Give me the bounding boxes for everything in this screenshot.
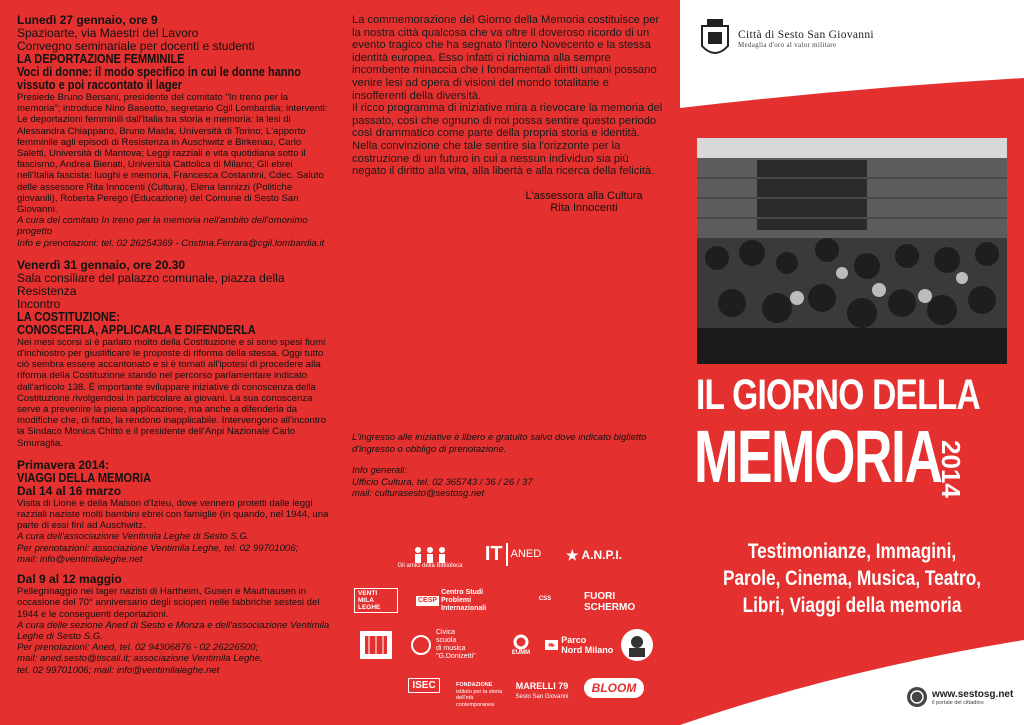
event-2-place: Sala consiliare del palazzo comunale, piazza della Resistenza: [17, 270, 285, 298]
city-name: Città di Sesto San Giovanni: [738, 29, 874, 41]
main-title-line-1: IL GIORNO DELLA: [696, 371, 980, 419]
year-label: 2014: [936, 440, 966, 498]
event-3-mail-2: mail: aned.sesto@tiscali.it; associazione Ventimila Leghe,: [17, 653, 263, 665]
bottom-white-shape: [680, 640, 1024, 725]
event-3-body-1: Visita di Lione e della Maison d'Izieu, dove vennero protetti dalle leggi razziali naziste molti bambini ebrei con famiglie (in quando, nel 1944, una parte di essi finì ad Auschwitz.: [17, 497, 329, 532]
event-3-mail-3: tel. 02 99701006; mail: info@ventimilaleghe.net: [17, 664, 220, 676]
globe-icon: [906, 686, 928, 708]
intro-column: [340, 0, 680, 725]
parco-l2: Nord Milano: [561, 645, 614, 655]
people-icon: [410, 545, 450, 563]
sesto-label: Sesto San Giovanni: [515, 694, 569, 700]
round-logo: [618, 626, 656, 664]
event-3-note-1: A cura dell'associazione Ventimila Leghe di Sesto S.G.: [17, 531, 250, 543]
anpi-label: A.N.P.I.: [581, 548, 623, 562]
css-label: CSS: [538, 596, 552, 602]
event-2: [17, 259, 332, 449]
cover-column: [680, 0, 1024, 725]
portrait-icon: [620, 628, 654, 662]
event-1-place: Spazioarte, via Maestri del Lavoro: [17, 26, 199, 40]
event-3-title: VIAGGI DELLA MEMORIA: [17, 470, 152, 485]
event-2-title-2: CONOSCERLA, APPLICARLA E DIFENDERLA: [17, 322, 256, 337]
website-text: [932, 689, 1013, 706]
info-line-1: L'ingresso alle iniziative è libero e gratuito salvo dove indicato biglietto: [352, 432, 647, 443]
website-url[interactable]: www.sestosg.net: [932, 688, 1014, 700]
biblioteca-label: Gli amici della Biblioteca: [397, 563, 463, 569]
css-logo: [520, 588, 570, 610]
circle-icon: [410, 634, 432, 656]
bloom-logo: [582, 676, 646, 700]
anpi-logo: [558, 544, 630, 566]
building-logo: [356, 628, 396, 662]
civica-l2: scuola: [436, 637, 457, 644]
ventimila-logo: [354, 586, 398, 614]
signature-role: L'assessora alla Cultura: [525, 189, 643, 202]
event-3-pren-2: Per prenotazioni: Aned, tel. 02 94306876 - 02 26226500;: [17, 642, 259, 654]
cesp-logo: [416, 588, 498, 614]
event-3-sub-1: Dal 14 al 16 marzo: [17, 483, 122, 498]
parco-text: [561, 635, 613, 655]
spiral-icon: [513, 634, 529, 650]
event-1-type: Convegno seminariale per docenti e studenti: [17, 39, 255, 53]
isec-label: ISEC: [408, 678, 439, 693]
civica-l3: di musica: [436, 645, 466, 652]
civica-l1: Civica: [436, 629, 456, 636]
fondazione-label: FONDAZIONE: [456, 682, 493, 688]
event-3-sub-2: Dal 9 al 12 maggio: [17, 572, 122, 587]
leaf-icon: ❧: [545, 640, 559, 650]
city-header: [698, 16, 874, 62]
building-icon: [359, 630, 393, 660]
civica-text: [436, 629, 476, 661]
event-1-body: Presiede Bruno Bersani, presidente del comitato "In treno per la memoria"; introduce Nino Baseotto, segretario Cgil Lombardia; interventi: Le deportazioni femminili dall'Italia tra storia e memoria: la lesi di Alessandra Chiappano, Bruno Maida, Università di Torino; L'apporto femminile agli episodi di Resistenza in Auschwitz e Birkenau, Carlo Saletti, Università di Mantova; Leggi razziali e vita quotidiana sotto il fascismo, Andrea Bienati, Università Cattolica di Milano; Gli ebrei nell'Italia fascista: luoghi e memoria, Francesca Costantini, Cdec. Saluto delle assessore Rita Innocenti (Cultura), Elena Iannizzi (Politiche giovanili), Roberta Perego (Educazione) del Comune di Sesto San Giovanni.: [17, 92, 328, 216]
info-line-3: Info generali:: [352, 465, 407, 476]
event-3-mail-1: mail: info@ventimilaleghe.net: [17, 553, 143, 565]
program-column: [0, 0, 340, 725]
marelli-logo: [512, 672, 572, 712]
marelli-label: MARELLI 79: [515, 681, 569, 691]
intro-text: La commemorazione del Giorno della Memoria costituisce per la nostra città qualcosa che va oltre il doveroso ricordo di un evento tragico che ha segnato l'intero Novecento e la stessa identità europea. Esso infatti ci richiama alla sempre incombente minaccia che i fondamentali diritti umani possano venire lesi ad opera di visioni del mondo totalitarie e insofferenti della diversità.: [352, 14, 660, 102]
subtitle-line-1: Testimonianze, Immagini,: [747, 540, 957, 563]
subtitle-line-3: Libri, Viaggi della memoria: [742, 594, 962, 617]
civica-logo: [410, 628, 498, 662]
city-crest-icon: [698, 16, 732, 62]
main-title-line-2: MEMORIA: [694, 415, 942, 498]
event-2-body: Nei mesi scorsi si è parlato molto della Costituzione e si sono spesi fiumi d'inchiostro per giustificare le proposte di riforma della stessa. Oggi tutto ciò sembra essere accantonato e si è tornati all'ipotesi di procedere alla riforma della Costituzione stando nel percorso parlamentare indicato dall'articolo 138. È importante sviluppare iniziative di conoscenza della Costituzione rivolgendosi in particolare ai giovani. La sua conoscenza serve a prevenire la piena applicazione, ma anche a difenderla da modifiche che, di fatto, la rendono inapplicabile. Intervengono all'incontro la Sindaco Monica Chittò e il presidente dell'Anpi Nazionale Carlo Smuraglia.: [17, 336, 327, 449]
deportation-photo: [697, 138, 1007, 364]
subtitle-line-2: Parole, Cinema, Musica, Teatro,: [722, 567, 982, 590]
bloom-label: BLOOM: [584, 678, 645, 698]
event-1-subtitle: Voci di donne: il modo specifico in cui le donne hanno: [17, 65, 301, 79]
parco-l1: Parco: [561, 635, 587, 645]
city-medal: Medaglia d'oro al valor militare: [738, 41, 837, 49]
event-1-title: LA DEPORTAZIONE FEMMINILE: [17, 52, 185, 66]
event-2-title: LA COSTITUZIONE:: [17, 309, 120, 324]
civica-l4: "G.Donizetti": [436, 653, 476, 660]
website-footer: [906, 686, 1013, 708]
event-3-pren-1: Per prenotazioni: associazione Ventimila Leghe, tel. 02 99701006;: [17, 542, 299, 554]
fondazione-desc: istituto per la storia dell'età contemporanea: [456, 688, 503, 708]
cesp-label: Centro Studi Problemi Internazionali: [441, 589, 487, 612]
info-line-5: mail: culturasesto@sestosg.net: [352, 488, 485, 499]
isec-logo: [394, 672, 454, 698]
aned-logo: [482, 540, 544, 568]
cover-subtitle: [680, 538, 1024, 619]
event-3-date: Primavera 2014:: [17, 457, 110, 472]
fuorischermo-label: FUORI SCHERMO: [584, 591, 636, 613]
euum-logo: [506, 628, 536, 662]
info-line-4: Ufficio Cultura, tel. 02 365743 / 36 / 26 / 37: [352, 476, 533, 488]
signature-name: Rita Innocenti: [550, 202, 618, 215]
event-1: [17, 14, 332, 249]
event-1-info: Info e prenotazioni: tel. 02 26254369 - Cristina.Ferrara@cgil.lombardia.it: [17, 237, 325, 249]
event-1-date: Lunedì 27 gennaio, ore 9: [17, 13, 158, 27]
city-text: [738, 29, 874, 49]
fuorischermo-logo: [584, 592, 656, 612]
event-3-note-2: A cura delle sezione Aned di Sesto e Monza e dell'associazione Ventimila Leghe di Sesto S.G.: [17, 619, 330, 642]
event-3: [17, 459, 332, 676]
fondazione-logo: [456, 670, 506, 720]
ventimila-label: VENTI MILA LEGHE: [354, 588, 398, 613]
biblioteca-logo: [385, 540, 475, 574]
aned-mark: IT: [485, 543, 508, 566]
intro-text-2: Il ricco programma di iniziative mira a rievocare la memoria del passato, così che ognuno di noi possa sentire questo periodo così drammatico come parte della propria storia e identità. Nella convinzione che tale sentire sia l'orizzonte per la costruzione di un futuro in cui a nessun individuo sia più negato il diritto alla vita, alla libertà e alla ricerca della felicità.: [352, 102, 663, 178]
euum-label: EUMM: [511, 650, 531, 656]
event-1-note: A cura del comitato In treno per la memoria nell'ambito dell'omonimo progetto: [17, 215, 308, 238]
parco-logo: [544, 634, 614, 656]
general-info: [352, 432, 646, 500]
website-tagline: il portale del cittadino: [932, 699, 984, 706]
event-3-body-2: Pellegrinaggio nei lager nazisti di Hartheim, Gusen e Mauthausen in occasione del 70° anniversario degli scioperi nelle fabbriche sestesi del 1944 e le conseguenti deportazioni.: [17, 586, 320, 620]
aned-label: ANED: [510, 548, 542, 560]
cesp-mark: CESP: [418, 597, 438, 604]
event-1-subtitle-2: vissuto e poi raccontato il lager: [17, 78, 183, 92]
event-2-date: Venerdì 31 gennaio, ore 20.30: [17, 257, 186, 272]
info-line-2: d'ingresso o obbligo di prenotazione.: [352, 443, 507, 455]
star-icon: ★: [565, 546, 579, 563]
event-2-type: Incontro: [17, 296, 61, 311]
